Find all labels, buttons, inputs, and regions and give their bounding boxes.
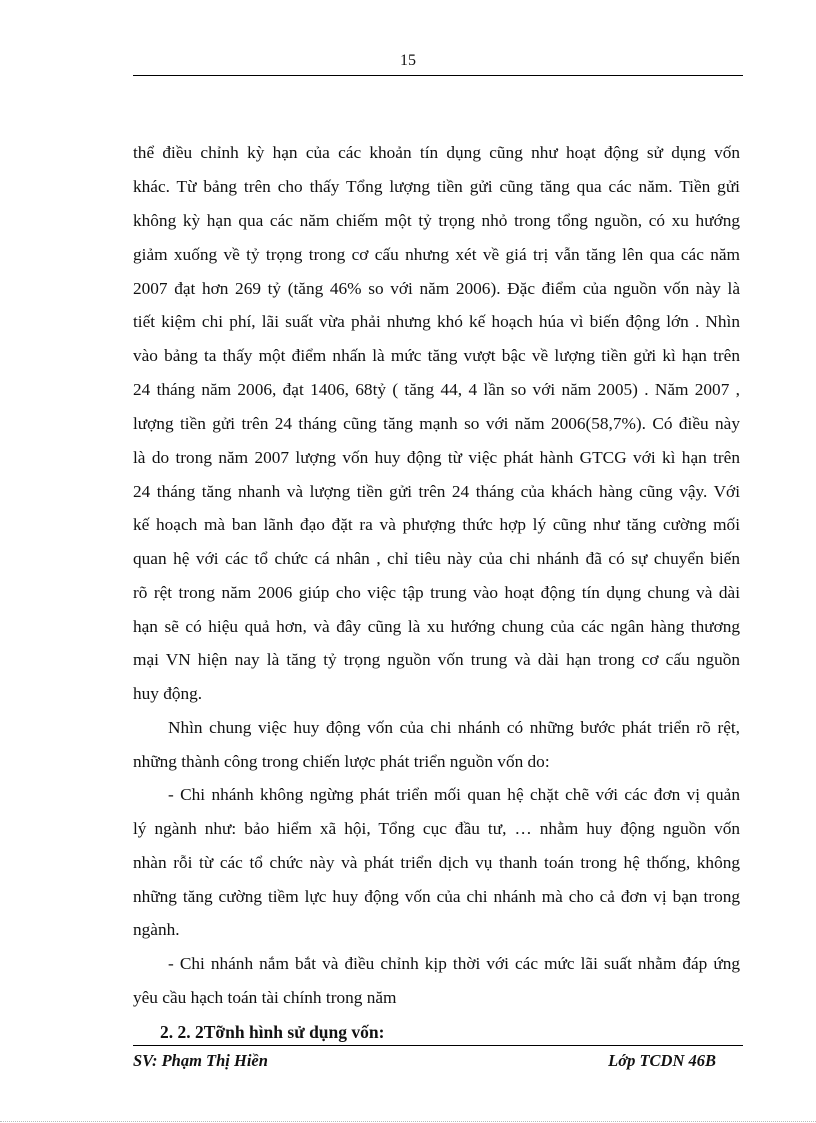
paragraph-line: là do trong năm 2007 lượng vốn huy động từ việc phát hành GTCG với kì hạn trên xyxy=(133,448,740,467)
paragraph-line: không kỳ hạn qua các năm chiếm một tỷ trọng nhỏ trong tổng nguồn, có xu hướng xyxy=(133,211,740,230)
paragraph-line: kế hoạch mà ban lãnh đạo đặt ra và phượng thức hợp lý cũng như tăng cường mối xyxy=(133,515,740,534)
footer-student-name: SV: Phạm Thị Hiền xyxy=(133,1051,268,1070)
bullet-line: - Chi nhánh nắm bắt và điều chỉnh kịp thời với các mức lãi suất nhằm đáp ứng xyxy=(168,954,740,973)
paragraph-line: lượng tiền gửi trên 24 tháng cũng tăng mạnh so với năm 2006(58,7%). Có điều này xyxy=(133,414,740,433)
page-number: 15 xyxy=(400,52,416,69)
paragraph-line: giảm xuống về tỷ trọng trong cơ cấu nhưng xét về giá trị vẫn tăng lên qua các năm xyxy=(133,245,740,264)
paragraph-line: huy động. xyxy=(133,684,203,703)
footer-class-name: Lớp TCDN 46B xyxy=(608,1051,716,1070)
paragraph-line: 24 tháng năm 2006, đạt 1406, 68tỷ ( tăng 44, 4 lần so với năm 2005) . Năm 2007 , xyxy=(133,380,740,399)
bullet-line: những tăng cường tiềm lực huy động vốn của chi nhánh mà cho cả đơn vị bạn trong xyxy=(133,887,740,906)
paragraph-line: hạn sẽ có hiệu quả hơn, và đây cũng là xu hướng chung của các ngân hàng thương xyxy=(133,617,740,636)
page-bottom-border xyxy=(0,1121,816,1122)
paragraph-line: vào bảng ta thấy một điểm nhấn là mức tăng vượt bậc về lượng tiền gửi kì hạn trên xyxy=(133,346,740,365)
bullet-line: - Chi nhánh không ngừng phát triển mối quan hệ chặt chẽ với các đơn vị quản xyxy=(168,785,740,804)
bullet-line: ngành. xyxy=(133,920,180,939)
paragraph-line: thể điều chỉnh kỳ hạn của các khoản tín dụng cũng như hoạt động sử dụng vốn xyxy=(133,143,740,162)
paragraph-line: quan hệ với các tổ chức cá nhân , chỉ tiêu này của chi nhánh đã có sự chuyển biến xyxy=(133,549,740,568)
header-rule xyxy=(133,75,743,76)
paragraph-line: tiết kiệm chi phí, lãi suất vừa phải nhưng khó kế hoạch húa vì biến động lớn . Nhìn xyxy=(133,312,740,331)
paragraph-line: Nhìn chung việc huy động vốn của chi nhánh có những bước phát triển rõ rệt, xyxy=(168,718,740,737)
bullet-line: nhàn rỗi từ các tổ chức này và phát triển dịch vụ thanh toán trong hệ thống, không xyxy=(133,853,740,872)
paragraph-line: 24 tháng tăng nhanh và lượng tiền gửi trên 24 tháng của khách hàng cũng vậy. Với xyxy=(133,482,740,501)
bullet-line: lý ngành như: bảo hiểm xã hội, Tổng cục đầu tư, … nhằm huy động nguồn vốn xyxy=(133,819,740,838)
section-heading: 2. 2. 2Tỡnh hình sử dụng vốn: xyxy=(160,1022,385,1042)
bullet-line: yêu cầu hạch toán tài chính trong năm xyxy=(133,988,397,1007)
paragraph-line: khác. Từ bảng trên cho thấy Tổng lượng tiền gửi cũng tăng qua các năm. Tiền gửi xyxy=(133,177,740,196)
paragraph-line: mại VN hiện nay là tăng tỷ trọng nguồn vốn trung và dài hạn trong cơ cấu nguồn xyxy=(133,650,740,669)
paragraph-line: những thành công trong chiến lược phát triển nguồn vốn do: xyxy=(133,752,550,771)
paragraph-line: 2007 đạt hơn 269 tỷ (tăng 46% so với năm 2006). Đặc điểm của nguồn vốn này là xyxy=(133,279,740,298)
footer-rule xyxy=(133,1045,743,1046)
paragraph-line: rõ rệt trong năm 2006 giúp cho việc tập trung vào hoạt động tín dụng chung và dài xyxy=(133,583,740,602)
